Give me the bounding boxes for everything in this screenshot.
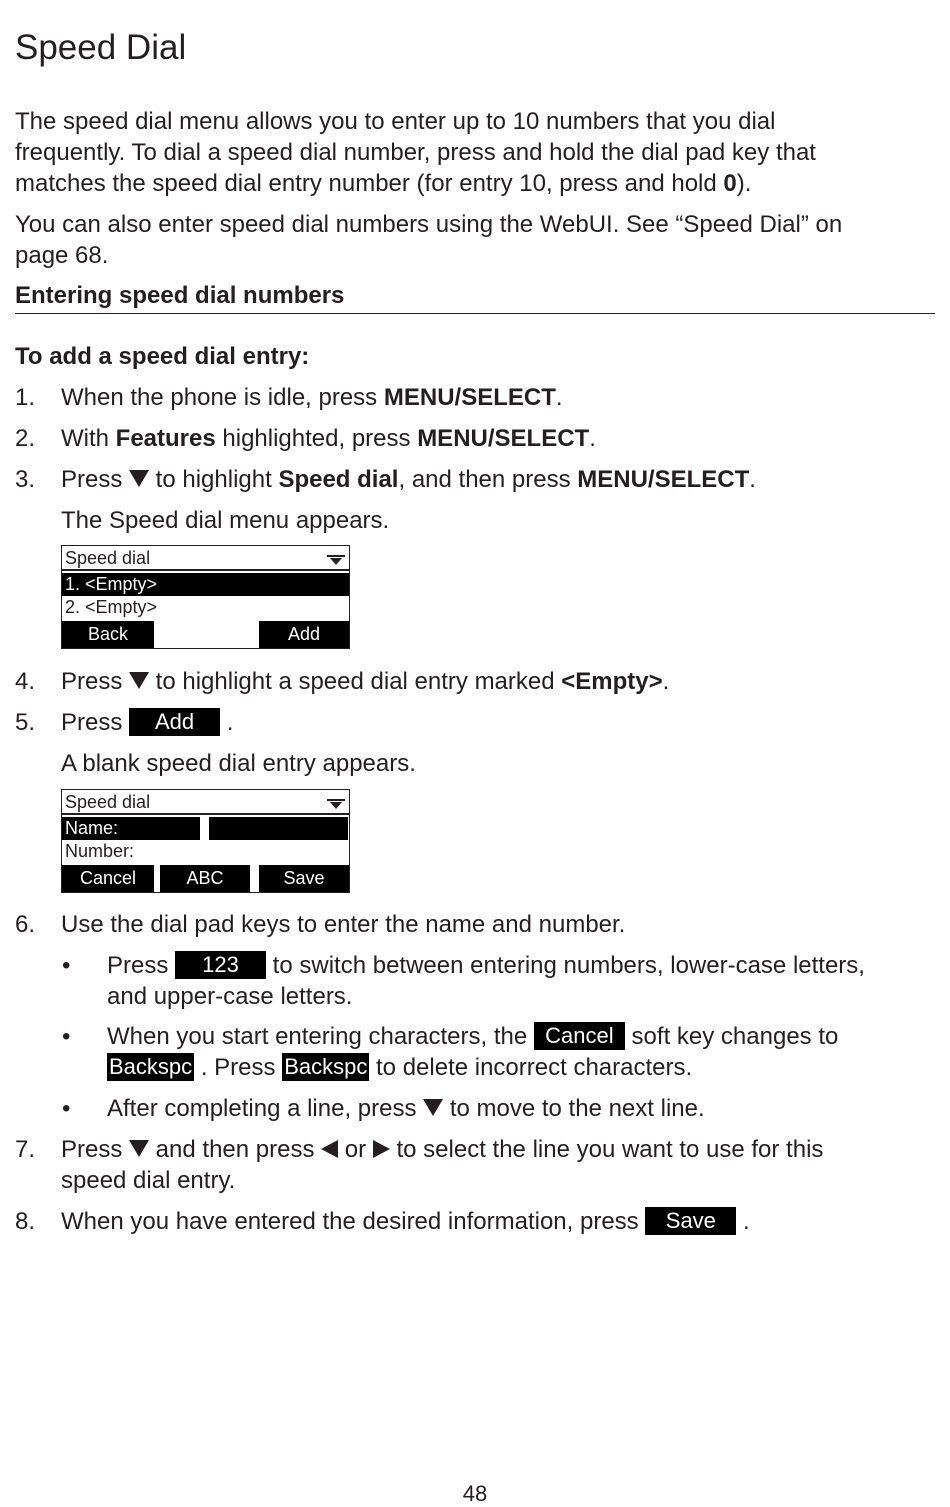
procedure-heading: To add a speed dial entry: [15,343,310,370]
softkey-label-save: Save [645,1207,736,1235]
intro-line: ). [736,170,752,197]
name-label: Name: [65,818,119,838]
intro-line: matches the speed dial entry number (for entry 10, press and hold [15,170,724,197]
intro-paragraph-1 [15,106,935,199]
down-arrow-icon [129,672,149,689]
step-5-result: A blank speed dial entry appears. [61,750,416,777]
screen-header [62,790,349,815]
phone-screen-speed-dial-list [61,545,350,649]
screen-header [62,546,349,571]
step-number: 5. [15,709,36,736]
page-title: Speed Dial [15,28,187,67]
intro-paragraph-2 [15,209,935,271]
step-text: . [662,668,670,695]
list-item: 2. <Empty> [65,597,158,617]
step-text: to select the line you want to use for this [389,1136,824,1163]
intro-line: frequently. To dial a speed dial number, press and hold the dial pad key that [15,139,816,166]
section-heading: Entering speed dial numbers [15,281,935,314]
phone-screen-speed-dial-entry [61,789,350,893]
softkey-label-cancel: Cancel [534,1022,625,1050]
bullet-2 [107,1021,838,1052]
step-text: to highlight a speed dial entry marked [149,668,562,695]
softkey-bar [62,621,349,648]
step-4 [61,666,669,697]
step-text: soft key changes to [624,1023,839,1050]
step-text: to switch between entering numbers, lower-case letters, [266,952,865,979]
step-text: Press [107,952,176,979]
step-text: After completing a line, press [107,1095,424,1122]
key-name: MENU/SELECT [417,425,590,452]
step-text: or [338,1136,373,1163]
step-text: . [226,709,234,736]
step-3-result: The Speed dial menu appears. [61,507,390,534]
step-number: 3. [15,466,36,493]
scroll-indicator-icon [327,555,345,565]
screen-title: Speed dial [65,792,151,812]
step-text: to highlight [149,466,279,493]
intro-line: page 68. [15,242,109,269]
step-5 [61,707,233,738]
key-name: MENU/SELECT [383,384,556,411]
step-number: 1. [15,384,36,411]
bullet: • [62,1095,71,1122]
step-text: , and then press [398,466,578,493]
softkey-label-backspc: Backspc [284,1053,368,1079]
step-6: Use the dial pad keys to enter the name and number. [61,911,626,938]
number-label: Number: [65,841,135,861]
softkey-label-add: Add [129,708,220,736]
right-arrow-icon [373,1140,390,1158]
softkey-label-123: 123 [175,951,266,979]
step-text: With [61,425,116,452]
bullet-3 [107,1093,705,1124]
step-text: When you start entering characters, the [107,1023,534,1050]
step-text: . [555,384,563,411]
menu-name: Features [115,425,216,452]
step-text: to delete incorrect characters. [369,1054,693,1081]
intro-line: You can also enter speed dial numbers using the WebUI. See “Speed Dial” on [15,211,843,238]
screen-title: Speed dial [65,548,151,568]
down-arrow-icon [423,1099,443,1116]
softkey-abc: ABC [160,865,250,892]
step-text: Press [61,1136,130,1163]
softkey-add: Add [259,621,349,648]
softkey-bar [62,865,349,892]
step-text: Press [61,466,130,493]
bullet: • [62,1023,71,1050]
step-text: When you have entered the desired information, press [61,1208,646,1235]
bullet: • [62,952,71,979]
down-arrow-icon [129,470,149,487]
step-7-continued: speed dial entry. [61,1167,236,1194]
step-number: 7. [15,1136,36,1163]
key-zero: 0 [723,170,737,197]
step-text: . [589,425,596,452]
scroll-indicator-icon [327,799,345,809]
left-arrow-icon [321,1140,338,1158]
down-arrow-icon [129,1140,149,1157]
step-text: highlighted, press [215,425,418,452]
step-text: . [743,1208,750,1235]
softkey-cancel: Cancel [62,865,154,892]
softkey-back: Back [62,621,154,648]
step-number: 8. [15,1208,36,1235]
step-number: 6. [15,911,36,938]
page-number: 48 [462,1481,488,1506]
step-7 [61,1134,823,1165]
step-8 [61,1206,750,1237]
name-field [209,817,348,840]
step-text: . Press [200,1054,283,1081]
list-item-selected: 1. <Empty> [62,573,349,596]
step-text: and then press [149,1136,322,1163]
menu-name: Speed dial [278,466,399,493]
step-text: Press [61,709,130,736]
bullet-1-continued: and upper-case letters. [107,983,353,1010]
step-1 [61,382,563,413]
step-3 [61,464,756,495]
name-row [62,817,349,840]
key-name: MENU/SELECT [577,466,750,493]
softkey-save: Save [259,865,349,892]
step-2 [61,423,596,454]
entry-marker: <Empty> [561,668,663,695]
step-number: 4. [15,668,36,695]
step-text: to move to the next line. [443,1095,705,1122]
step-text: Press [61,668,130,695]
bullet-2-continued [107,1052,692,1083]
step-number: 2. [15,425,36,452]
step-text: . [749,466,756,493]
intro-line: The speed dial menu allows you to enter up to 10 numbers that you dial [15,108,776,135]
bullet-1 [107,950,865,981]
softkey-label-backspc: Backspc [109,1053,193,1079]
step-text: When the phone is idle, press [61,384,384,411]
